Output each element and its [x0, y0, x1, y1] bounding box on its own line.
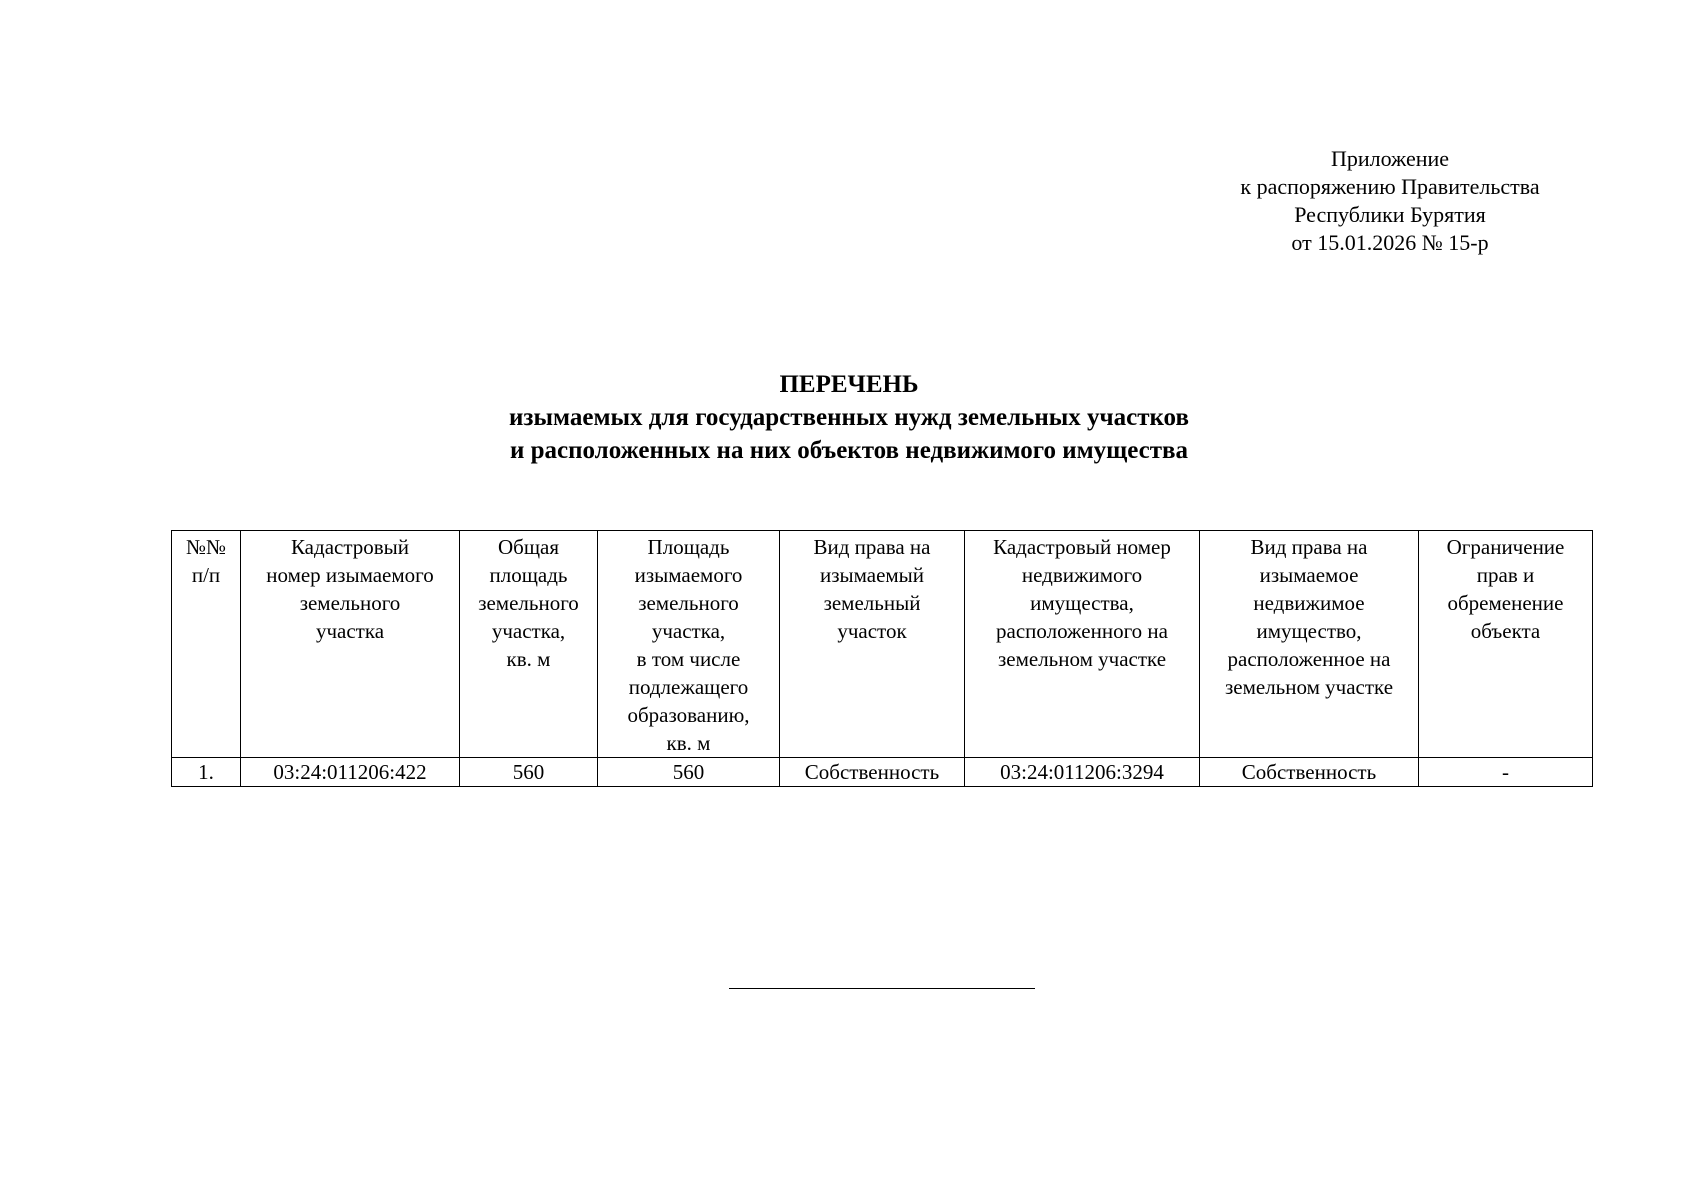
cell-plot-cadastral-number: 03:24:011206:422: [241, 758, 460, 787]
cell-row-number: 1.: [172, 758, 241, 787]
appendix-order-ref: к распоряжению Правительства: [1240, 174, 1540, 199]
header-row-number: №№ п/п: [172, 531, 241, 758]
appendix-date-number: от 15.01.2026 № 15-р: [1291, 230, 1489, 255]
cell-encumbrance: -: [1419, 758, 1593, 787]
header-plot-cadastral-number: Кадастровый номер изымаемого земельного участка: [241, 531, 460, 758]
cell-property-right-type: Собственность: [1200, 758, 1419, 787]
cell-seized-area: 560: [598, 758, 780, 787]
header-total-area: Общая площадь земельного участка, кв. м: [460, 531, 598, 758]
header-property-cadastral-number: Кадастровый номер недвижимого имущества, расположенного на земельном участке: [965, 531, 1200, 758]
header-plot-right-type: Вид права на изымаемый земельный участок: [780, 531, 965, 758]
table-row: [172, 758, 1593, 787]
appendix-header: [1160, 145, 1620, 257]
title-subtitle-line1: изымаемых для государственных нужд земельных участков: [509, 404, 1189, 431]
cell-total-area: 560: [460, 758, 598, 787]
cell-property-cadastral-number: 03:24:011206:3294: [965, 758, 1200, 787]
document-title: [0, 368, 1698, 467]
table-header-row: [172, 531, 1593, 758]
title-subtitle-line2: и расположенных на них объектов недвижимого имущества: [509, 437, 1189, 464]
land-plots-table: [171, 530, 1593, 787]
header-encumbrance: Ограничение прав и обременение объекта: [1419, 531, 1593, 758]
title-heading: ПЕРЕЧЕНЬ: [779, 371, 919, 398]
appendix-label: Приложение: [1330, 146, 1450, 171]
closing-rule-divider: [729, 988, 1035, 989]
appendix-republic: Республики Бурятия: [1294, 202, 1486, 227]
header-property-right-type: Вид права на изымаемое недвижимое имущество, расположенное на земельном участке: [1200, 531, 1419, 758]
header-seized-area: Площадь изымаемого земельного участка, в том числе подлежащего образованию, кв. м: [598, 531, 780, 758]
cell-plot-right-type: Собственность: [780, 758, 965, 787]
